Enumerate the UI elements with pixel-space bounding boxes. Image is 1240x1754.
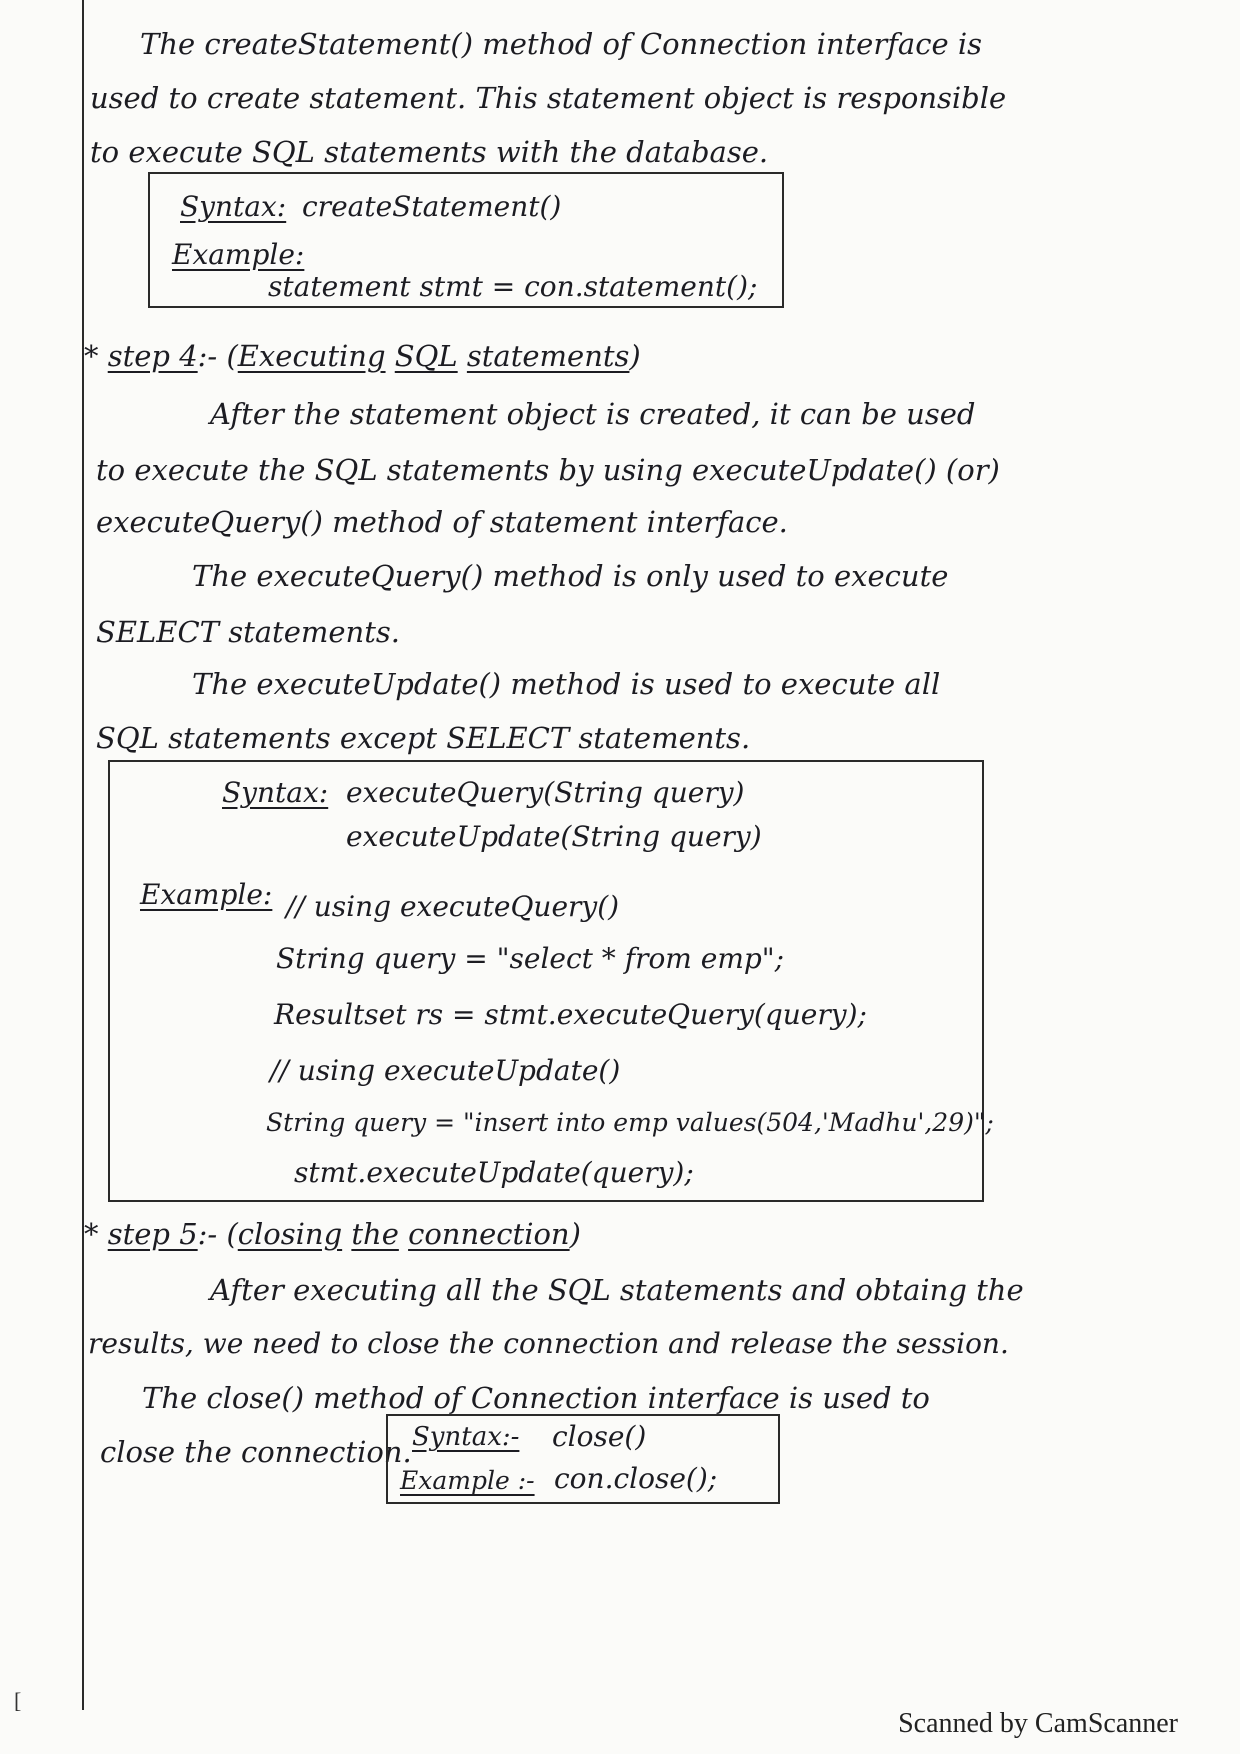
- syntax-box-createstatement: [148, 172, 784, 308]
- step4-heading: [84, 338, 641, 374]
- step4-para2-line-2: SELECT statements.: [96, 615, 400, 649]
- step4-sep: :- (: [197, 339, 238, 373]
- step5-prefix: *: [84, 1217, 108, 1251]
- example-label: Example:: [172, 238, 305, 271]
- step5-para1-line-2: results, we need to close the connection and release the session.: [88, 1327, 1009, 1360]
- step5-title-b: the: [351, 1217, 399, 1251]
- example-label: Example:: [140, 878, 273, 911]
- step5-title-c: connection: [408, 1217, 570, 1251]
- step4-para2-line-1: The executeQuery() method is only used to execute: [192, 559, 949, 593]
- step4-para1-line-3: executeQuery() method of statement interface.: [96, 505, 788, 539]
- step5-sep: :- (: [197, 1217, 238, 1251]
- step4-prefix: *: [84, 339, 108, 373]
- intro-line-1: The createStatement() method of Connection interface is: [140, 27, 983, 61]
- step5-para1-line-1: After executing all the SQL statements and obtaing the: [210, 1273, 1024, 1307]
- intro-line-3: to execute SQL statements with the database.: [90, 135, 769, 169]
- code-line-6: stmt.executeUpdate(query);: [294, 1156, 694, 1189]
- syntax-label: Syntax:-: [412, 1422, 520, 1452]
- syntax-line-1: executeQuery(String query): [346, 776, 745, 809]
- scanner-watermark: Scanned by CamScanner: [898, 1708, 1178, 1739]
- code-line-1: // using executeQuery(): [286, 890, 620, 923]
- code-line-3: Resultset rs = stmt.executeQuery(query);: [274, 998, 867, 1031]
- edge-mark: [: [14, 1688, 22, 1713]
- step5-para2-line-1: The close() method of Connection interface is used to: [142, 1381, 930, 1415]
- example-label: Example :-: [400, 1466, 535, 1495]
- syntax-box-close: [386, 1414, 780, 1504]
- syntax-label: Syntax:: [222, 776, 329, 809]
- intro-line-2: used to create statement. This statement object is responsible: [90, 81, 1007, 115]
- step5-para2-line-2: close the connection.: [100, 1435, 412, 1469]
- step4-para1-line-1: After the statement object is created, it can be used: [210, 397, 976, 431]
- step5-title-a: closing: [237, 1217, 343, 1251]
- step4-close: ): [629, 339, 641, 373]
- step5-label: step 5: [107, 1217, 198, 1251]
- step4-para3-line-1: The executeUpdate() method is used to execute all: [192, 667, 941, 701]
- code-line-2: String query = "select * from emp";: [276, 942, 785, 975]
- code-line-4: // using executeUpdate(): [270, 1054, 621, 1087]
- syntax-value: createStatement(): [302, 190, 562, 223]
- step4-title-c: statements: [466, 339, 630, 373]
- code-line-5: String query = "insert into emp values(504,'Madhu',29)";: [266, 1108, 994, 1137]
- example-code: statement stmt = con.statement();: [268, 270, 758, 303]
- syntax-box-execute: [108, 760, 994, 1202]
- step4-para3-line-2: SQL statements except SELECT statements.: [96, 721, 751, 755]
- margin-line: [82, 0, 84, 1710]
- step4-para1-line-2: to execute the SQL statements by using executeUpdate() (or): [96, 453, 1000, 487]
- step4-label: step 4: [107, 339, 198, 373]
- syntax-line-2: executeUpdate(String query): [346, 820, 762, 853]
- syntax-value: close(): [552, 1420, 647, 1453]
- syntax-label: Syntax:: [180, 190, 287, 223]
- step4-title-a: Executing: [237, 339, 386, 373]
- step4-title-b: SQL: [394, 339, 458, 373]
- step5-heading: [84, 1216, 581, 1252]
- step5-close: ): [569, 1217, 581, 1251]
- example-value: con.close();: [554, 1462, 718, 1495]
